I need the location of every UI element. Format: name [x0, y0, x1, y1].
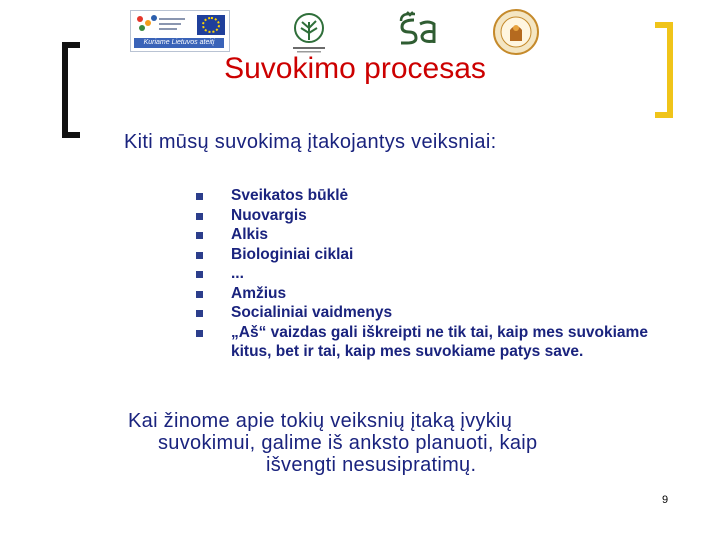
list-item — [196, 303, 666, 323]
slide-subtitle: Kiti mūsų suvokimą įtakojantys veiksniai: — [124, 131, 497, 153]
square-bullet-icon — [196, 193, 203, 200]
esf-icon — [135, 14, 187, 34]
list-item — [196, 186, 666, 206]
square-bullet-icon — [196, 232, 203, 239]
eu-project-logo — [130, 10, 230, 52]
tree-emblem-logo — [283, 10, 335, 54]
list-item-text: Biologiniai ciklai — [231, 245, 354, 263]
square-bullet-icon — [196, 310, 203, 317]
conclusion-text — [128, 410, 648, 476]
list-item — [196, 284, 666, 304]
eu-flag-icon — [197, 15, 225, 35]
square-bullet-icon — [196, 271, 203, 278]
list-item-text: Alkis — [231, 226, 269, 243]
sa-letters-logo — [398, 10, 440, 46]
square-bullet-icon — [196, 330, 203, 337]
list-item-text: ... — [231, 265, 244, 282]
list-item — [196, 206, 666, 226]
factor-list — [196, 186, 666, 362]
eu-slogan-text: Kuriame Lietuvos ateitį — [143, 39, 215, 46]
square-bullet-icon — [196, 252, 203, 259]
list-item — [196, 264, 666, 284]
slide-title: Suvokimo procesas — [224, 52, 486, 85]
list-item — [196, 323, 666, 362]
page-number: 9 — [662, 494, 669, 506]
square-bullet-icon — [196, 291, 203, 298]
logo-bar — [0, 8, 720, 56]
square-bullet-icon — [196, 213, 203, 220]
list-item-text: Amžius — [231, 284, 287, 302]
list-item-text: Nuovargis — [231, 206, 307, 224]
list-item-text: „Aš“ vaizdas gali iškreipti ne tik tai, kaip mes suvokiame kitus, bet ir tai, kaip mes suvokiame patys save. — [231, 323, 648, 360]
eu-slogan-banner — [134, 38, 224, 48]
conclusion-line: suvokimui, galime iš anksto planuoti, kaip — [158, 432, 538, 454]
list-item — [196, 225, 666, 245]
list-item — [196, 245, 666, 265]
right-bracket-decoration — [655, 22, 673, 118]
conclusion-line: išvengti nesusipratimų. — [266, 454, 477, 476]
left-bracket-decoration — [62, 42, 80, 138]
list-item-text: Socialiniai vaidmenys — [231, 304, 393, 321]
society-seal-logo — [490, 8, 542, 56]
list-item-text: Sveikatos būklė — [231, 187, 349, 204]
conclusion-line: Kai žinome apie tokių veiksnių įtaką įvykių — [128, 410, 513, 432]
